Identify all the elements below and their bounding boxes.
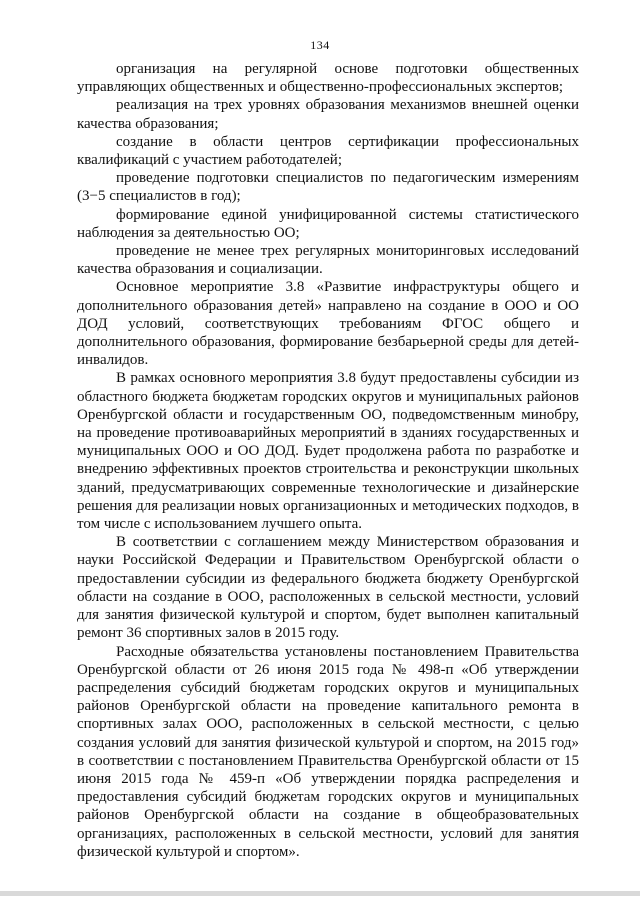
paragraph-6: проведение не менее трех регулярных мониторинговых исследований качества образования и социализации. [77, 243, 579, 278]
body-text [77, 60, 579, 861]
paragraph-10: Расходные обязательства установлены постановлением Правительства Оренбургской области от 26 июня 2015 года № 498-п «Об утверждении распределения субсидий бюджетам городских округов и муниципальных районов Оренбургской области на проведение капитального ремонта в спортивных залах ООО, расположенных в сельской местности, с целью создания условий для занятия физической культурой и спортом, на 2015 год» в соответствии с постановлением Правительства Оренбургской области от 15 июня 2015 года № 459-п «Об утверждении порядка распределения и предоставления субсидий бюджетам городских округов и муниципальных районов Оренбургской области на создание в общеобразовательных организациях, расположенных в сельской местности, условий для занятия физической культурой и спортом». [77, 643, 579, 860]
scan-bottom-edge [0, 891, 640, 896]
page-number: 134 [310, 38, 330, 52]
paragraph-2: реализация на трех уровнях образования механизмов внешней оценки качества образования; [77, 97, 579, 132]
paragraph-7: Основное мероприятие 3.8 «Развитие инфраструктуры общего и дополнительного образования детей» направлено на создание в ООО и ОО ДОД условий, соответствующих требованиям ФГОС общего и дополнительного образования, формирование безбарьерной среды для детей-инвалидов. [77, 279, 579, 369]
paragraph-9: В соответствии с соглашением между Министерством образования и науки Российской Федерации и Правительством Оренбургской области о предоставлении субсидии из федерального бюджета бюджету Оренбургской области на создание в ООО, расположенных в сельской местности, условий для занятия физической культурой и спортом, будет выполнен капитальный ремонт 36 спортивных залов в 2015 году. [77, 534, 579, 642]
paragraph-1: организация на регулярной основе подготовки общественных управляющих общественных и общественно-профессиональных экспертов; [77, 61, 579, 96]
paragraph-4: проведение подготовки специалистов по педагогическим измерениям (3−5 специалистов в год); [77, 170, 579, 205]
paragraph-5: формирование единой унифицированной системы статистического наблюдения за деятельностью ОО; [77, 206, 579, 241]
paragraph-8: В рамках основного мероприятия 3.8 будут предоставлены субсидии из областного бюджета бюджетам городских округов и муниципальных районов Оренбургской области и государственным ОО, подведомственным минобру, на проведение противоаварийных мероприятий в зданиях государственных и муниципальных ООО и ОО ДОД. Будет продолжена работа по разработке и внедрению эффективных проектов строительства и реконструкции школьных зданий, предусматривающих современные технологические и дизайнерские решения для реализации новых организационных и методических подходов, в том числе с использованием лучшего опыта. [77, 370, 579, 533]
paragraph-3: создание в области центров сертификации профессиональных квалификаций с участием работодателей; [77, 133, 579, 169]
